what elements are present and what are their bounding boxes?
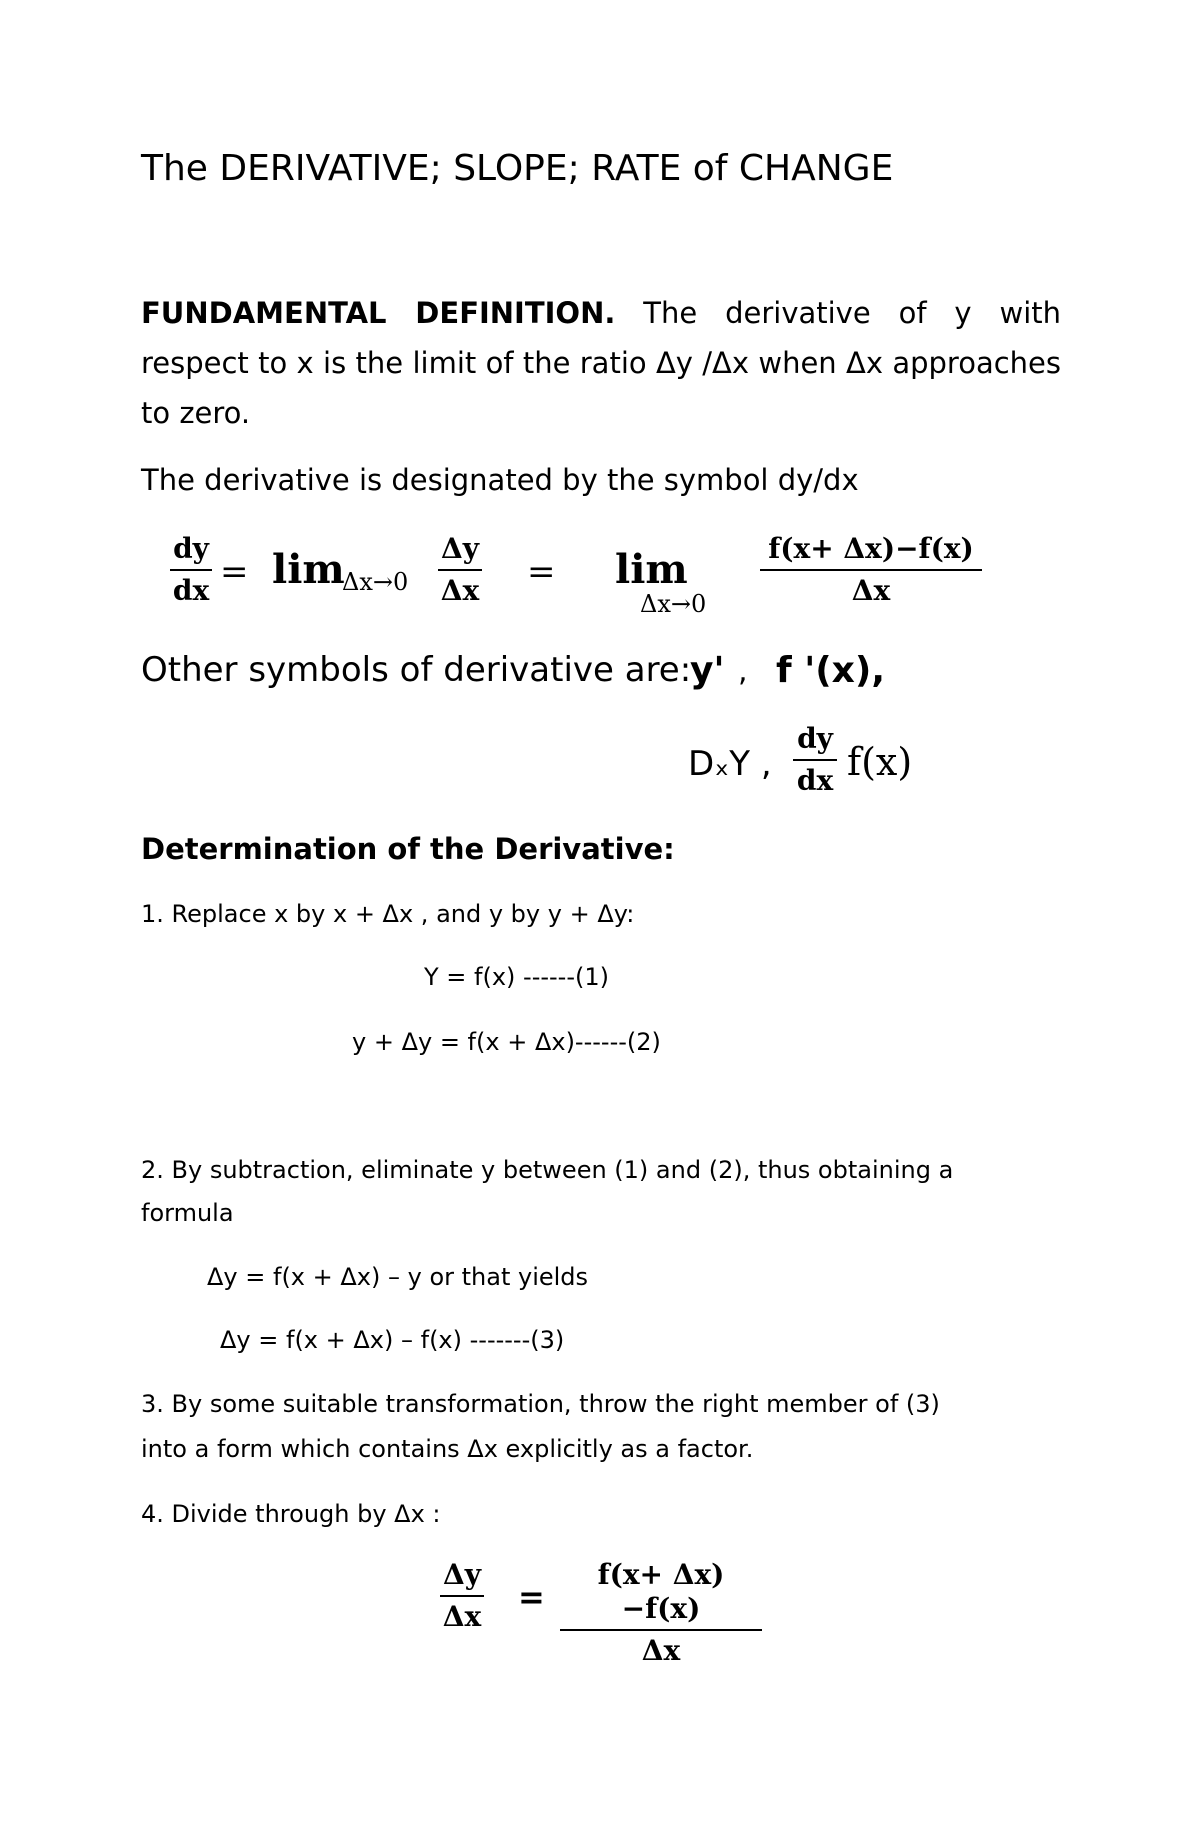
step-3-line-1: 3. By some suitable transformation, throw the right member of (3) [141, 1390, 940, 1418]
dx-den: dx [796, 764, 834, 797]
definition-label: FUNDAMENTAL DEFINITION. [141, 296, 616, 330]
formula1-lhs-num: dy [173, 532, 209, 565]
equation-3: Δy = f(x + Δx) – f(x) -------(3) [220, 1326, 565, 1354]
step-4: 4. Divide through by Δx : [141, 1500, 441, 1528]
fraction-bar [438, 569, 482, 571]
formula2-lhs-num: Δy [443, 1558, 481, 1591]
formula1-rhs-den: Δx [851, 574, 891, 607]
step-2-line-2: formula [141, 1199, 234, 1227]
other-symbols-text: Other symbols of derivative are: [141, 650, 692, 690]
formula2-rhs-den: Δx [641, 1634, 681, 1667]
definition-text: The derivative of y with respect to x is the limit of the ratio Δy /Δx when Δx approaches to zero. [141, 296, 1061, 430]
formula1-lhs-den: dx [172, 574, 210, 607]
equation-2: y + Δy = f(x + Δx)------(2) [352, 1028, 661, 1056]
symbol-comma: , [738, 654, 748, 689]
formula1-equals-1: = [220, 552, 249, 592]
fraction-bar [560, 1629, 762, 1631]
symbol-line: The derivative is designated by the symbol dy/dx [141, 463, 859, 497]
dy-dx-fraction [793, 722, 837, 798]
formula2-rhs-num: f(x+ Δx)−f(x) [597, 1558, 725, 1625]
formula1-rhs-fraction [760, 532, 982, 608]
fraction-bar [440, 1595, 484, 1597]
fraction-bar [760, 569, 982, 571]
formula1-lim-2-subscript: Δx→0 [640, 590, 707, 618]
fx-symbol: f(x) [847, 740, 913, 784]
formula2-equals: = [518, 1578, 545, 1616]
step-1: 1. Replace x by x + Δx , and y by y + Δy: [141, 900, 635, 928]
determination-heading: Determination of the Derivative: [141, 832, 675, 866]
equation-1: Y = f(x) ------(1) [424, 963, 609, 991]
formula2-rhs-fraction [560, 1558, 762, 1668]
formula2-lhs-fraction [440, 1558, 484, 1634]
definition-paragraph [141, 288, 1061, 438]
formula1-mid-den: Δx [440, 574, 480, 607]
page-title: The DERIVATIVE; SLOPE; RATE of CHANGE [141, 148, 894, 189]
fraction-bar [793, 759, 837, 761]
step-2-line-1: 2. By subtraction, eliminate y between (1) and (2), thus obtaining a [141, 1156, 954, 1184]
formula1-lim-1: lim [272, 546, 345, 593]
formula1-lim-1-subscript: Δx→0 [342, 568, 409, 596]
formula1-rhs-num: f(x+ Δx)−f(x) [768, 532, 974, 565]
formula1-lim-2: lim [615, 546, 688, 593]
dy-num: dy [797, 722, 833, 755]
formula2-lhs-den: Δx [442, 1600, 482, 1633]
formula1-lhs-fraction [170, 532, 212, 608]
formula1-mid-fraction [438, 532, 482, 608]
step-3-line-2: into a form which contains Δx explicitly as a factor. [141, 1435, 754, 1463]
formula1-mid-num: Δy [441, 532, 479, 565]
y-prime-symbol: y' [690, 650, 725, 691]
f-prime-symbol: f '(x), [776, 650, 886, 691]
formula1-equals-2: = [527, 552, 556, 592]
equation-a: Δy = f(x + Δx) – y or that yields [207, 1263, 589, 1291]
fraction-bar [170, 569, 212, 571]
dx-y-symbol: DₓY , [688, 744, 772, 784]
